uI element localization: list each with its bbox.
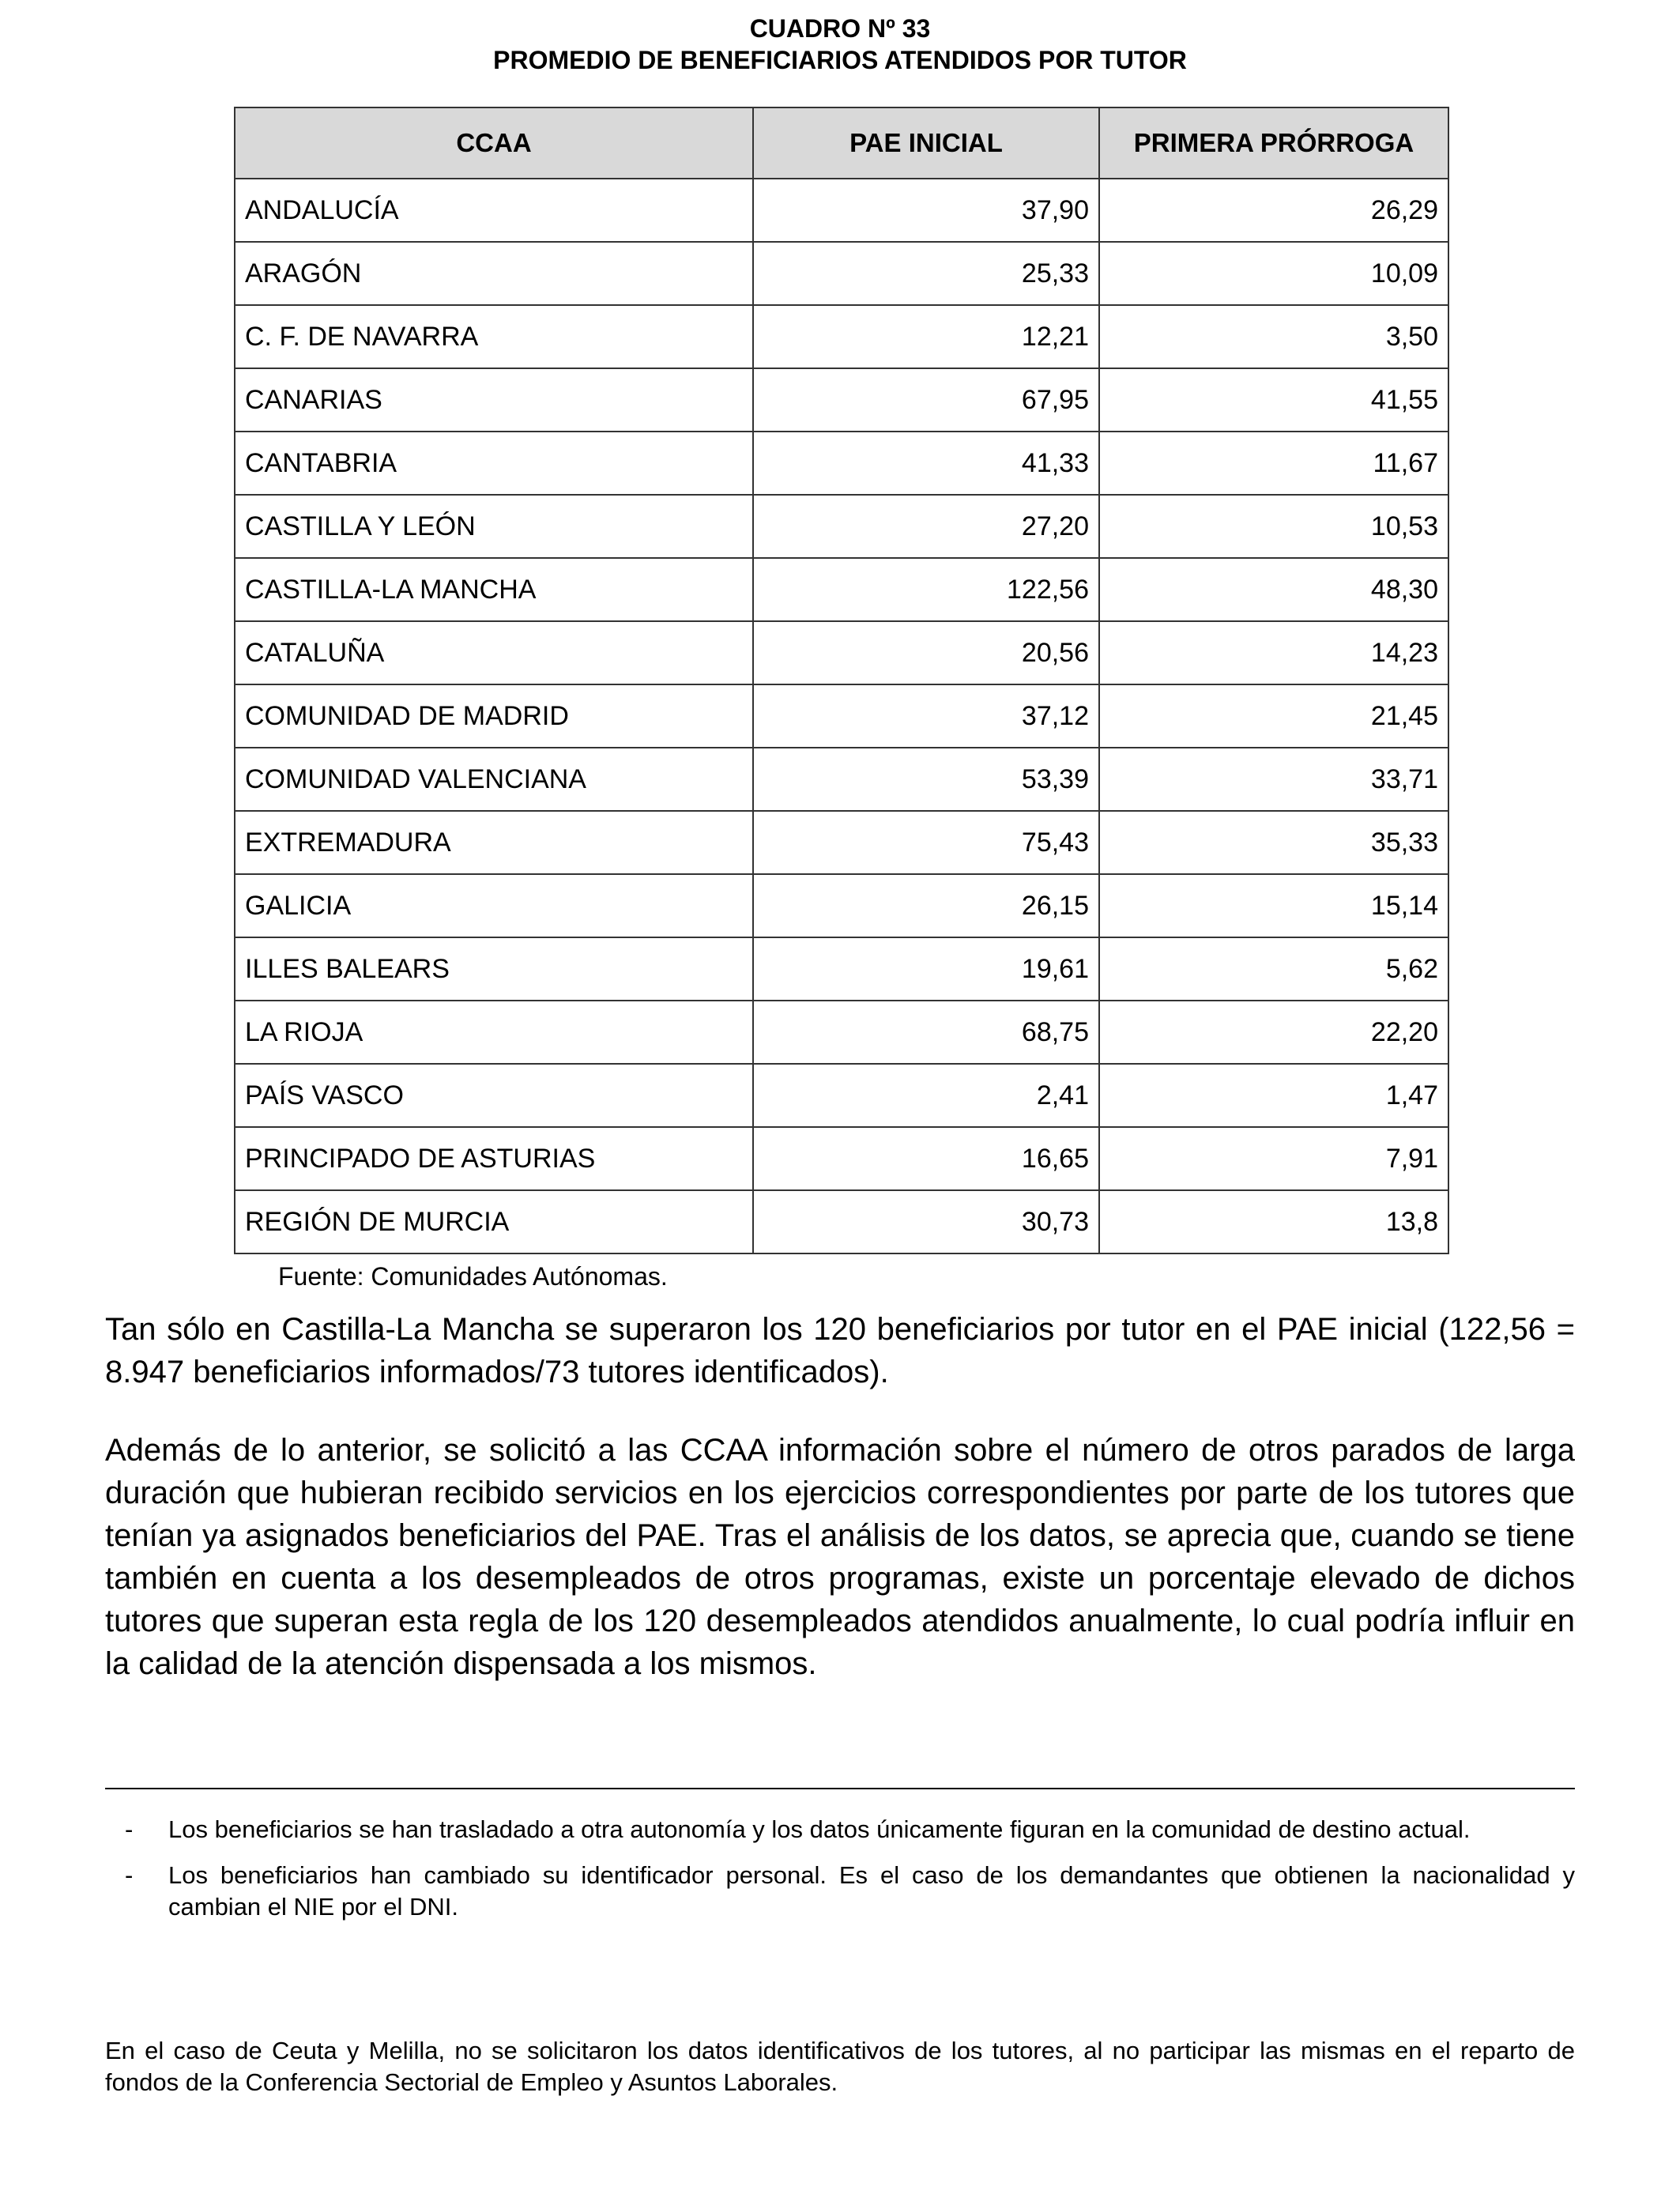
cell-primera-prorroga: 10,53	[1099, 495, 1448, 558]
cell-ccaa: CANTABRIA	[235, 432, 753, 495]
footnote-text: Los beneficiarios se han trasladado a otra autonomía y los datos únicamente figuran en la comunidad de destino actual.	[168, 1815, 1471, 1843]
footnote-item	[105, 1860, 1575, 1923]
cell-ccaa: PRINCIPADO DE ASTURIAS	[235, 1127, 753, 1190]
table-row	[235, 1190, 1448, 1253]
cell-pae-inicial: 19,61	[753, 937, 1099, 1001]
table-row	[235, 179, 1448, 242]
cell-primera-prorroga: 41,55	[1099, 368, 1448, 432]
table-row	[235, 1001, 1448, 1064]
cell-pae-inicial: 16,65	[753, 1127, 1099, 1190]
cell-ccaa: COMUNIDAD DE MADRID	[235, 684, 753, 748]
footnote-bullet: -	[125, 1815, 134, 1843]
table-row	[235, 811, 1448, 874]
cell-ccaa: CASTILLA Y LEÓN	[235, 495, 753, 558]
beneficiaries-table	[234, 107, 1449, 1254]
table-number: CUADRO Nº 33	[749, 14, 931, 43]
table-row	[235, 432, 1448, 495]
cell-pae-inicial: 27,20	[753, 495, 1099, 558]
cell-ccaa: CASTILLA-LA MANCHA	[235, 558, 753, 621]
column-header-primera-prorroga: PRIMERA PRÓRROGA	[1099, 107, 1448, 179]
cell-pae-inicial: 67,95	[753, 368, 1099, 432]
footnote-item	[105, 1814, 1575, 1845]
cell-primera-prorroga: 33,71	[1099, 748, 1448, 811]
footnote-closing: En el caso de Ceuta y Melilla, no se solicitaron los datos identificativos de los tutores, al no participar las mismas en el reparto de fondos de la Conferencia Sectorial de Empleo y Asuntos Laborales.	[105, 2037, 1575, 2096]
body-paragraph-2: Además de lo anterior, se solicitó a las CCAA información sobre el número de otros parados de larga duración que hubieran recibido servicios en los ejercicios correspondientes por parte de los tutores que tenían ya asignados beneficiarios del PAE. Tras el análisis de los datos, se aprecia que, cuando se tiene también en cuenta a los desempleados de otros programas, existe un porcentaje elevado de dichos tutores que superan esta regla de los 120 desempleados atendidos anualmente, lo cual podría influir en la calidad de la atención dispensada a los mismos.	[105, 1433, 1575, 1681]
cell-pae-inicial: 12,21	[753, 305, 1099, 368]
cell-ccaa: C. F. DE NAVARRA	[235, 305, 753, 368]
table-row	[235, 684, 1448, 748]
cell-ccaa: CANARIAS	[235, 368, 753, 432]
footnote-list	[105, 1814, 1575, 1937]
column-header-ccaa: CCAA	[235, 107, 753, 179]
cell-pae-inicial: 68,75	[753, 1001, 1099, 1064]
table-row	[235, 305, 1448, 368]
cell-primera-prorroga: 26,29	[1099, 179, 1448, 242]
cell-pae-inicial: 41,33	[753, 432, 1099, 495]
footnote-bullet: -	[125, 1861, 134, 1889]
cell-pae-inicial: 122,56	[753, 558, 1099, 621]
cell-primera-prorroga: 7,91	[1099, 1127, 1448, 1190]
cell-ccaa: COMUNIDAD VALENCIANA	[235, 748, 753, 811]
cell-pae-inicial: 26,15	[753, 874, 1099, 937]
table-source: Fuente: Comunidades Autónomas.	[278, 1262, 668, 1291]
cell-primera-prorroga: 22,20	[1099, 1001, 1448, 1064]
table-title: PROMEDIO DE BENEFICIARIOS ATENDIDOS POR TUTOR	[493, 46, 1187, 74]
cell-ccaa: CATALUÑA	[235, 621, 753, 684]
cell-pae-inicial: 37,90	[753, 179, 1099, 242]
table-row	[235, 937, 1448, 1001]
cell-primera-prorroga: 35,33	[1099, 811, 1448, 874]
cell-primera-prorroga: 5,62	[1099, 937, 1448, 1001]
cell-pae-inicial: 37,12	[753, 684, 1099, 748]
table-row	[235, 368, 1448, 432]
cell-ccaa: ANDALUCÍA	[235, 179, 753, 242]
cell-ccaa: ILLES BALEARS	[235, 937, 753, 1001]
cell-ccaa: PAÍS VASCO	[235, 1064, 753, 1127]
cell-ccaa: REGIÓN DE MURCIA	[235, 1190, 753, 1253]
cell-primera-prorroga: 10,09	[1099, 242, 1448, 305]
cell-primera-prorroga: 15,14	[1099, 874, 1448, 937]
cell-ccaa: EXTREMADURA	[235, 811, 753, 874]
cell-primera-prorroga: 21,45	[1099, 684, 1448, 748]
table-row	[235, 874, 1448, 937]
footnote-divider	[105, 1788, 1575, 1789]
cell-primera-prorroga: 3,50	[1099, 305, 1448, 368]
cell-pae-inicial: 2,41	[753, 1064, 1099, 1127]
table-row	[235, 495, 1448, 558]
table-row	[235, 242, 1448, 305]
table-row	[235, 621, 1448, 684]
footnote-text: Los beneficiarios han cambiado su identificador personal. Es el caso de los demandantes que obtienen la nacionalidad y cambian el NIE por el DNI.	[168, 1861, 1575, 1921]
table-row	[235, 1127, 1448, 1190]
cell-pae-inicial: 25,33	[753, 242, 1099, 305]
cell-pae-inicial: 30,73	[753, 1190, 1099, 1253]
cell-primera-prorroga: 1,47	[1099, 1064, 1448, 1127]
table-header-row	[235, 107, 1448, 179]
column-header-pae-inicial: PAE INICIAL	[753, 107, 1099, 179]
cell-ccaa: LA RIOJA	[235, 1001, 753, 1064]
cell-primera-prorroga: 48,30	[1099, 558, 1448, 621]
table-row	[235, 748, 1448, 811]
cell-primera-prorroga: 13,8	[1099, 1190, 1448, 1253]
cell-pae-inicial: 75,43	[753, 811, 1099, 874]
table-row	[235, 1064, 1448, 1127]
table-row	[235, 558, 1448, 621]
table-body	[235, 179, 1448, 1253]
cell-ccaa: GALICIA	[235, 874, 753, 937]
body-paragraph-1: Tan sólo en Castilla-La Mancha se superaron los 120 beneficiarios por tutor en el PAE inicial (122,56 = 8.947 beneficiarios informados/73 tutores identificados).	[105, 1312, 1575, 1389]
cell-pae-inicial: 53,39	[753, 748, 1099, 811]
cell-primera-prorroga: 11,67	[1099, 432, 1448, 495]
cell-pae-inicial: 20,56	[753, 621, 1099, 684]
cell-primera-prorroga: 14,23	[1099, 621, 1448, 684]
cell-ccaa: ARAGÓN	[235, 242, 753, 305]
